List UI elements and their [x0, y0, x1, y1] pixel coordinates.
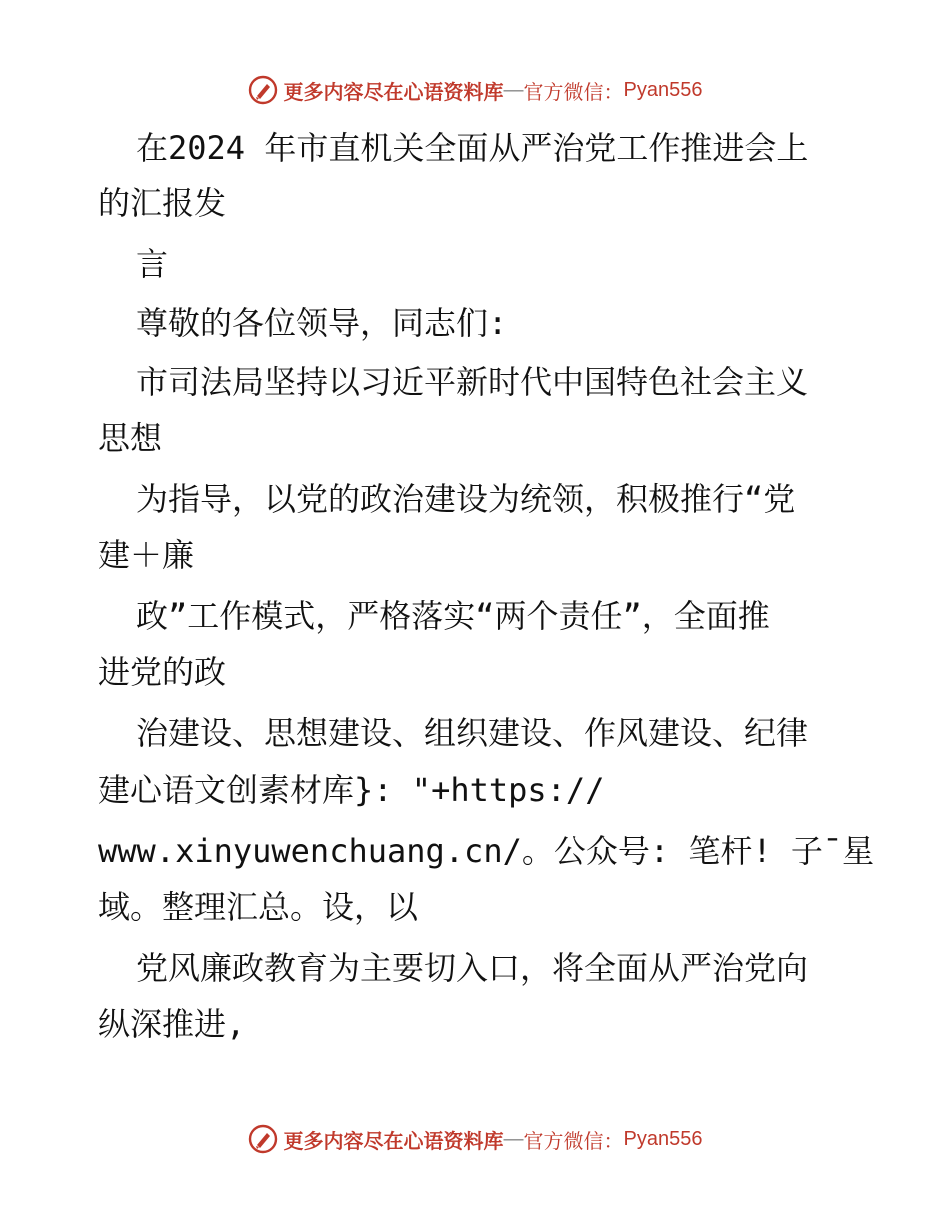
body-line: 纵深推进,: [98, 1005, 246, 1043]
body-line: 政”工作模式，严格落实“两个责任”，全面推: [136, 597, 770, 635]
body-line: 建＋廉: [98, 536, 195, 574]
footer-banner: [0, 1119, 950, 1159]
body-line: 进党的政: [98, 653, 227, 691]
body-line: 为指导，以党的政治建设为统领，积极推行“党: [136, 480, 796, 518]
header-wechat-id: Pyan556: [623, 78, 703, 101]
body-line: www.xinyuwenchuang.cn/。公众号: 笔杆! 子¯星: [98, 832, 875, 870]
footer-wechat-id: Pyan556: [623, 1127, 703, 1150]
pen-logo-icon: [248, 75, 278, 105]
body-line: 尊敬的各位领导，同志们:: [136, 304, 508, 342]
footer-brand-text: 更多内容尽在心语资料库: [283, 1128, 504, 1153]
body-line: 在2024 年市直机关全面从严治党工作推进会上: [136, 129, 809, 167]
footer-separator: —: [503, 1127, 524, 1150]
header-banner: [0, 70, 950, 110]
body-line: 市司法局坚持以习近平新时代中国特色社会主义: [136, 363, 809, 401]
body-line: 言: [136, 245, 169, 283]
body-line: 党风廉政教育为主要切入口，将全面从严治党向: [136, 949, 809, 987]
pen-logo-icon: [248, 1124, 278, 1154]
body-line: 域。整理汇总。设，以: [98, 888, 419, 926]
header-brand-text: 更多内容尽在心语资料库: [283, 79, 504, 104]
body-line: 的汇报发: [98, 184, 227, 222]
header-wechat-label: 官方微信：: [523, 79, 624, 104]
body-line: 建心语文创素材库}: "+https://: [98, 771, 605, 809]
body-line: 思想: [98, 419, 163, 457]
header-separator: —: [503, 78, 524, 101]
body-line: 治建设、思想建设、组织建设、作风建设、纪律: [136, 714, 809, 752]
footer-wechat-label: 官方微信：: [523, 1128, 624, 1153]
